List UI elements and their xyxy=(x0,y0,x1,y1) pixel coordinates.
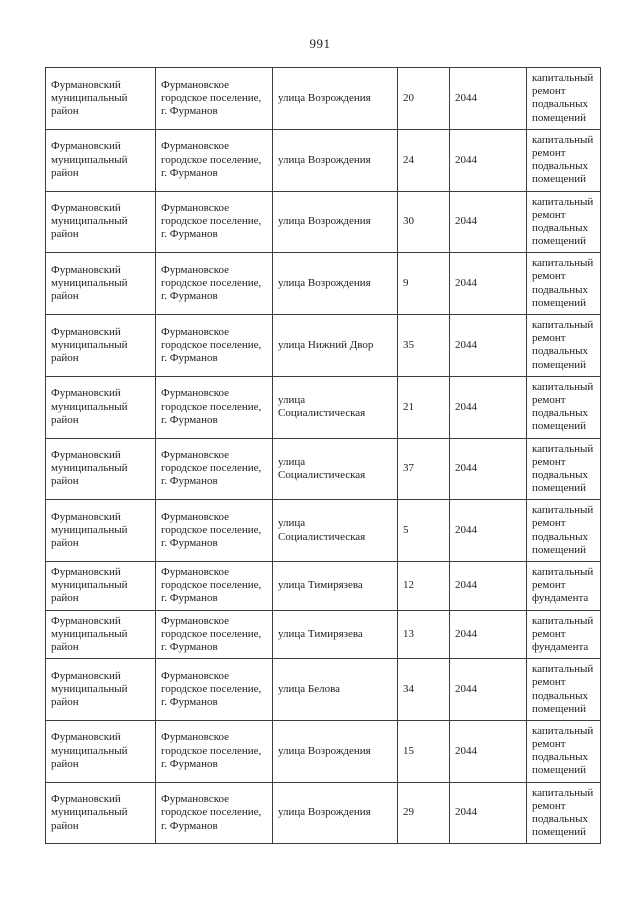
cell-work-type: капитальный ремонт подвальных помещений xyxy=(527,253,601,315)
cell-work-type: капитальный ремонт подвальных помещений xyxy=(527,500,601,562)
table-row xyxy=(46,191,601,253)
cell-work-type: капитальный ремонт подвальных помещений xyxy=(527,782,601,844)
cell-street: улица Возрождения xyxy=(273,253,398,315)
cell-house-number: 21 xyxy=(398,376,450,438)
cell-street: улица Социалистическая xyxy=(273,438,398,500)
cell-settlement: Фурмановское городское поселение, г. Фурманов xyxy=(156,376,273,438)
table-row xyxy=(46,129,601,191)
cell-year: 2044 xyxy=(450,376,527,438)
cell-house-number: 29 xyxy=(398,782,450,844)
table-row xyxy=(46,253,601,315)
cell-municipal-district: Фурмановский муниципальный район xyxy=(46,376,156,438)
cell-municipal-district: Фурмановский муниципальный район xyxy=(46,191,156,253)
cell-house-number: 5 xyxy=(398,500,450,562)
cell-settlement: Фурмановское городское поселение, г. Фурманов xyxy=(156,253,273,315)
cell-street: улица Возрождения xyxy=(273,782,398,844)
cell-street: улица Возрождения xyxy=(273,129,398,191)
cell-work-type: капитальный ремонт подвальных помещений xyxy=(527,376,601,438)
cell-settlement: Фурмановское городское поселение, г. Фурманов xyxy=(156,562,273,611)
cell-street: улица Социалистическая xyxy=(273,500,398,562)
cell-municipal-district: Фурмановский муниципальный район xyxy=(46,500,156,562)
cell-house-number: 12 xyxy=(398,562,450,611)
cell-settlement: Фурмановское городское поселение, г. Фурманов xyxy=(156,500,273,562)
cell-year: 2044 xyxy=(450,782,527,844)
cell-work-type: капитальный ремонт подвальных помещений xyxy=(527,720,601,782)
cell-house-number: 24 xyxy=(398,129,450,191)
cell-work-type: капитальный ремонт подвальных помещений xyxy=(527,438,601,500)
cell-year: 2044 xyxy=(450,68,527,130)
cell-house-number: 34 xyxy=(398,659,450,721)
table-row xyxy=(46,562,601,611)
cell-settlement: Фурмановское городское поселение, г. Фурманов xyxy=(156,782,273,844)
cell-year: 2044 xyxy=(450,610,527,659)
cell-municipal-district: Фурмановский муниципальный район xyxy=(46,129,156,191)
table-row xyxy=(46,315,601,377)
cell-municipal-district: Фурмановский муниципальный район xyxy=(46,253,156,315)
cell-settlement: Фурмановское городское поселение, г. Фурманов xyxy=(156,68,273,130)
cell-settlement: Фурмановское городское поселение, г. Фурманов xyxy=(156,191,273,253)
cell-year: 2044 xyxy=(450,191,527,253)
cell-year: 2044 xyxy=(450,659,527,721)
repairs-table-container xyxy=(45,67,600,844)
cell-house-number: 13 xyxy=(398,610,450,659)
cell-settlement: Фурмановское городское поселение, г. Фурманов xyxy=(156,659,273,721)
cell-street: улица Тимирязева xyxy=(273,562,398,611)
cell-house-number: 35 xyxy=(398,315,450,377)
table-row xyxy=(46,659,601,721)
cell-street: улица Белова xyxy=(273,659,398,721)
cell-work-type: капитальный ремонт подвальных помещений xyxy=(527,191,601,253)
cell-house-number: 37 xyxy=(398,438,450,500)
cell-year: 2044 xyxy=(450,438,527,500)
cell-municipal-district: Фурмановский муниципальный район xyxy=(46,438,156,500)
cell-work-type: капитальный ремонт подвальных помещений xyxy=(527,659,601,721)
cell-municipal-district: Фурмановский муниципальный район xyxy=(46,315,156,377)
cell-year: 2044 xyxy=(450,500,527,562)
table-body xyxy=(46,68,601,844)
cell-year: 2044 xyxy=(450,253,527,315)
cell-work-type: капитальный ремонт фундамента xyxy=(527,562,601,611)
cell-street: улица Возрождения xyxy=(273,191,398,253)
repairs-table xyxy=(45,67,601,844)
cell-settlement: Фурмановское городское поселение, г. Фурманов xyxy=(156,610,273,659)
table-row xyxy=(46,68,601,130)
cell-work-type: капитальный ремонт подвальных помещений xyxy=(527,129,601,191)
cell-settlement: Фурмановское городское поселение, г. Фурманов xyxy=(156,315,273,377)
cell-year: 2044 xyxy=(450,562,527,611)
cell-street: улица Возрождения xyxy=(273,720,398,782)
cell-year: 2044 xyxy=(450,315,527,377)
cell-municipal-district: Фурмановский муниципальный район xyxy=(46,782,156,844)
cell-house-number: 15 xyxy=(398,720,450,782)
cell-street: улица Возрождения xyxy=(273,68,398,130)
table-row xyxy=(46,720,601,782)
cell-work-type: капитальный ремонт подвальных помещений xyxy=(527,68,601,130)
cell-street: улица Социалистическая xyxy=(273,376,398,438)
cell-municipal-district: Фурмановский муниципальный район xyxy=(46,68,156,130)
table-row xyxy=(46,610,601,659)
cell-year: 2044 xyxy=(450,129,527,191)
cell-settlement: Фурмановское городское поселение, г. Фурманов xyxy=(156,720,273,782)
cell-house-number: 9 xyxy=(398,253,450,315)
cell-work-type: капитальный ремонт подвальных помещений xyxy=(527,315,601,377)
cell-municipal-district: Фурмановский муниципальный район xyxy=(46,562,156,611)
table-row xyxy=(46,376,601,438)
cell-street: улица Тимирязева xyxy=(273,610,398,659)
cell-municipal-district: Фурмановский муниципальный район xyxy=(46,659,156,721)
cell-settlement: Фурмановское городское поселение, г. Фурманов xyxy=(156,438,273,500)
cell-settlement: Фурмановское городское поселение, г. Фурманов xyxy=(156,129,273,191)
table-row xyxy=(46,500,601,562)
table-row xyxy=(46,438,601,500)
page-number: 991 xyxy=(309,36,331,51)
cell-work-type: капитальный ремонт фундамента xyxy=(527,610,601,659)
cell-year: 2044 xyxy=(450,720,527,782)
cell-street: улица Нижний Двор xyxy=(273,315,398,377)
cell-house-number: 30 xyxy=(398,191,450,253)
table-row xyxy=(46,782,601,844)
cell-municipal-district: Фурмановский муниципальный район xyxy=(46,720,156,782)
cell-house-number: 20 xyxy=(398,68,450,130)
cell-municipal-district: Фурмановский муниципальный район xyxy=(46,610,156,659)
